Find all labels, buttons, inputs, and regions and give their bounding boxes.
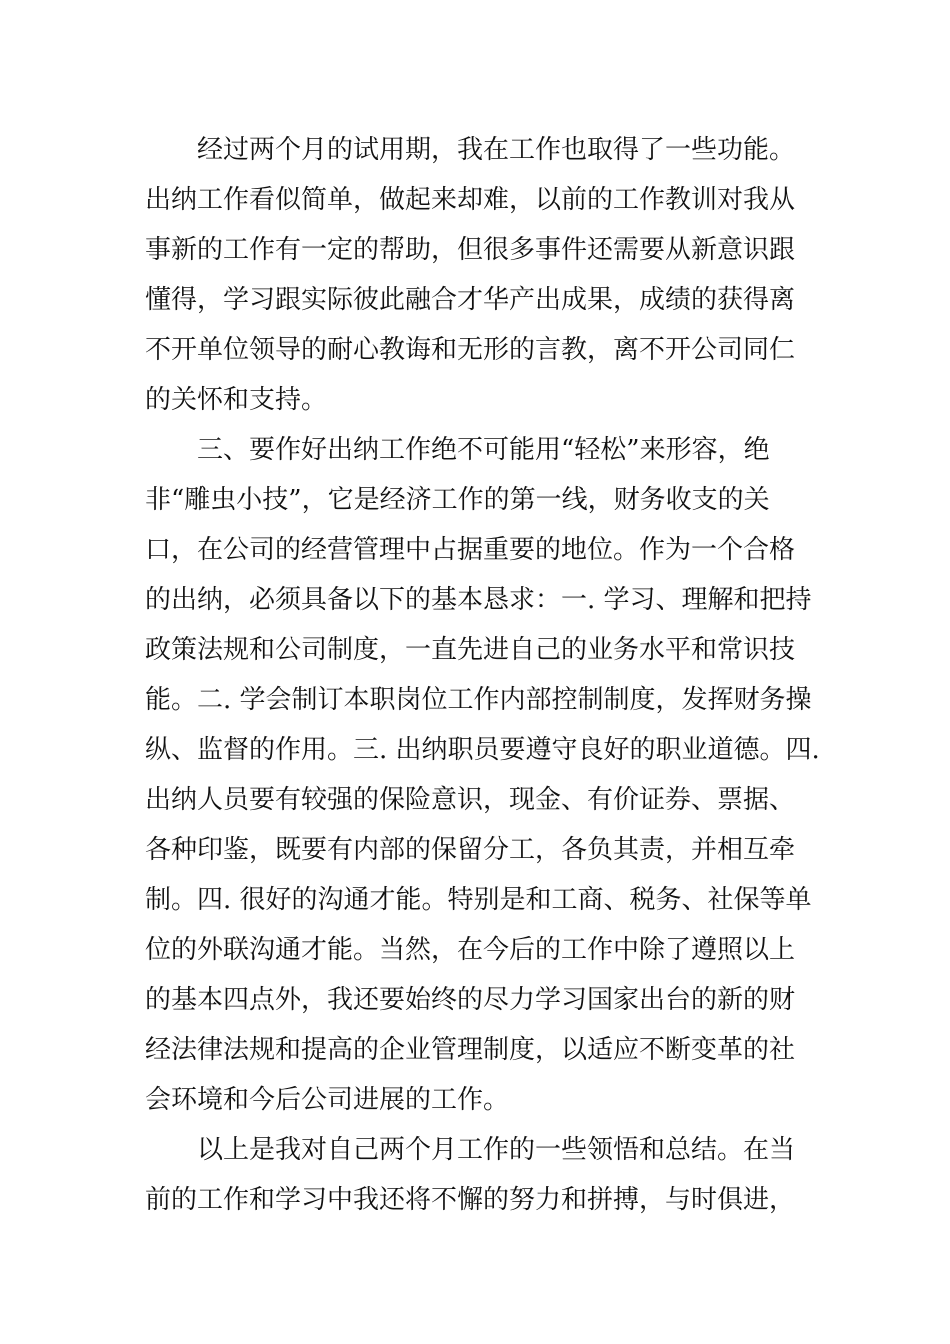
text-line: 懂得，学习跟实际彼此融合才华产出成果，成绩的获得离	[145, 285, 796, 315]
text-line: 经过两个月的试用期，我在工作也取得了一些功能。	[197, 135, 796, 165]
paragraph-3	[145, 1125, 810, 1225]
text-line: 出纳工作看似简单，做起来却难，以前的工作教训对我从	[145, 185, 796, 215]
text-line: 前的工作和学习中我还将不懈的努力和拼搏，与时俱进，	[145, 1185, 796, 1215]
text-line: 不开单位领导的耐心教诲和无形的言教，离不开公司同仁	[145, 335, 796, 365]
text-line: 事新的工作有一定的帮助，但很多事件还需要从新意识跟	[145, 235, 796, 265]
body-text	[145, 125, 820, 1225]
text-line: 制。四. 很好的沟通才能。特别是和工商、税务、社保等单	[145, 885, 812, 915]
paragraph-1	[145, 125, 810, 425]
text-line: 各种印鉴，既要有内部的保留分工，各负其责，并相互牵	[145, 835, 796, 865]
text-line: 非“雕虫小技”，它是经济工作的第一线，财务收支的关	[145, 485, 770, 515]
text-line: 位的外联沟通才能。当然，在今后的工作中除了遵照以上	[145, 935, 796, 965]
text-line: 出纳人员要有较强的保险意识，现金、有价证券、票据、	[145, 785, 796, 815]
text-line: 以上是我对自己两个月工作的一些领悟和总结。在当	[197, 1135, 796, 1165]
text-line: 会环境和今后公司进展的工作。	[145, 1085, 510, 1115]
text-line: 纵、监督的作用。三. 出纳职员要遵守良好的职业道德。四.	[145, 735, 820, 765]
text-line: 能。二. 学会制订本职岗位工作内部控制制度，发挥财务操	[145, 685, 812, 715]
text-line: 口，在公司的经营管理中占据重要的地位。作为一个合格	[145, 535, 796, 565]
text-line: 的出纳，必须具备以下的基本恳求：一. 学习、理解和把持	[145, 585, 812, 615]
text-line: 政策法规和公司制度，一直先进自己的业务水平和常识技	[145, 635, 796, 665]
text-line: 经法律法规和提高的企业管理制度，以适应不断变革的社	[145, 1035, 796, 1065]
paragraph-2	[145, 425, 820, 1125]
text-line: 的基本四点外，我还要始终的尽力学习国家出台的新的财	[145, 985, 796, 1015]
text-line: 的关怀和支持。	[145, 385, 328, 415]
text-line: 三、要作好出纳工作绝不可能用“轻松”来形容，绝	[197, 435, 770, 465]
